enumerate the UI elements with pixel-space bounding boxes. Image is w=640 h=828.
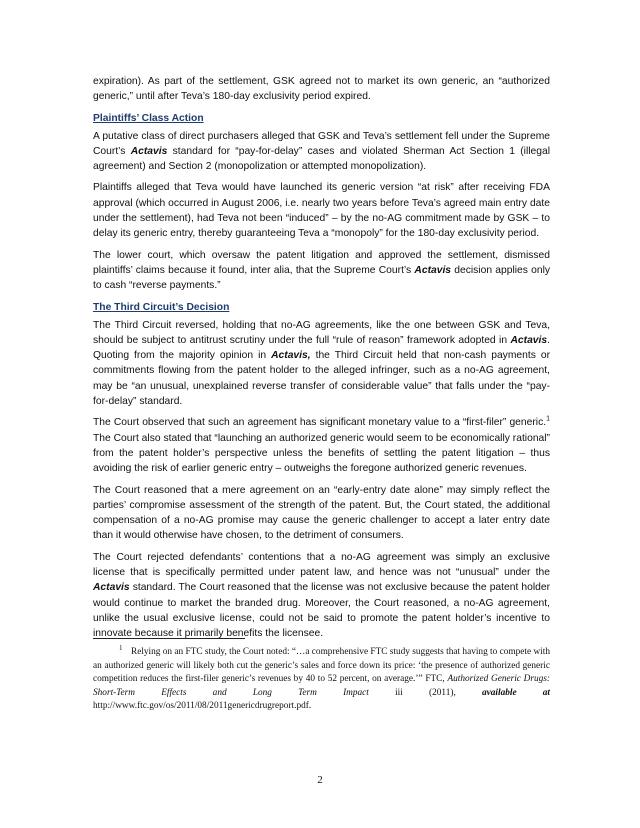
report-title: Authorized Generic Drugs: Short-Term Effects and Long Term Impact — [93, 674, 550, 698]
paragraph: The Court reasoned that a mere agreement on an “early-entry date alone” may simply reflect the parties’ compromise assessment of the strength of the patent. But, the Court stated, the additional compensation of a no-AG promise may cause the generic challenger to accept a later entry date than it would otherwise have chosen, to the detriment of consumers. — [93, 484, 550, 542]
footnote-reference[interactable]: 1 — [546, 415, 550, 423]
page-number: 2 — [317, 774, 323, 786]
footnote: 1 Relying on an FTC study, the Court noted: “…a comprehensive FTC study suggests that having to compete with an authorized generic will likely both cut the generic’s sales and force down its price: ‘the presence of authorized generic competition reduces the first-filer generic’s revenues by 40 to 52 percent, on average.’” FTC, Authorized Generic Drugs: Short-Term Effects and Long Term Impact iii (2011), available at http://www.ftc.gov/os/2011/08/2011genericdrugreport.pdf. — [93, 643, 550, 711]
case-name: Actavis — [93, 582, 130, 594]
paragraph: The Court rejected defendants’ contentions that a no-AG agreement was simply an exclusive license that is specifically permitted under patent law, and hence was not “unusual” under the Actavis standard. The Court reasoned that the license was not exclusive because the patent holder would continue to market the branded drug. Moreover, the Court reasoned, a no-AG agreement, unlike the usual exclusive license, could not be said to promote the patent holder’s incentive to innovate because it primarily benefits the licensee. — [93, 551, 550, 640]
paragraph: The Third Circuit reversed, holding that no-AG agreements, like the one between GSK and Teva, should be subject to antitrust scrutiny under the full “rule of reason” framework adopted in Actavis. Quoting from the majority opinion in Actavis, the Third Circuit held that non-cash payments or commitments flowing from the patent holder to the alleged infringer, such as a no-AG agreement, may be “an unusual, unexplained reverse transfer of considerable value” that falls under the “pay-for-delay” standard. — [93, 319, 550, 408]
paragraph: Plaintiffs alleged that Teva would have launched its generic version “at risk” after receiving FDA approval (which occurred in August 2006, i.e. nearly two years before Teva’s agreed main entry date under the settlement), had Teva not been “induced” – by the no-AG commitment made by GSK – to delay its generic entry, thereby guaranteeing Teva a “monopoly” for the 180-day exclusivity period. — [93, 182, 550, 240]
paragraph: expiration). As part of the settlement, GSK agreed not to market its own generic, an “authorized generic,” until after Teva’s 180-day exclusivity period expired. — [93, 76, 550, 103]
footnote-divider — [93, 638, 245, 639]
section-heading-third-circuit: The Third Circuit’s Decision — [93, 301, 230, 313]
section-heading-class-action: Plaintiffs’ Class Action — [93, 112, 204, 124]
report-url[interactable]: http://www.ftc.gov/os/2011/08/2011genericdrugreport.pdf. — [93, 701, 312, 711]
case-name: Actavis — [130, 145, 168, 157]
paragraph: A putative class of direct purchasers alleged that GSK and Teva’s settlement fell under the Supreme Court’s Actavis standard for “pay-for-delay” cases and violated Sherman Act Section 1 (illegal agreement) and Section 2 (monopolization or attempted monopolization). — [93, 130, 550, 173]
paragraph: The Court observed that such an agreement has significant monetary value to a “first-filer” generic.$^1$ The Court also stated that “launching an authorized generic would seem to be economically rational” from the patent holder’s perspective unless the benefits of settling the patent litigation – thus avoiding the risk of earlier generic entry – outweighs the foregone authorized generic revenues. — [93, 415, 550, 475]
paragraph: The lower court, which oversaw the patent litigation and approved the settlement, dismissed plaintiffs’ claims because it found, inter alia, that the Supreme Court’s Actavis decision applies only to cash “reverse payments.” — [93, 249, 550, 292]
case-name: Actavis, — [271, 350, 311, 362]
body-text — [93, 74, 550, 648]
case-name: Actavis — [414, 264, 452, 276]
case-name: Actavis — [510, 334, 548, 346]
available-at: available at — [481, 687, 550, 698]
